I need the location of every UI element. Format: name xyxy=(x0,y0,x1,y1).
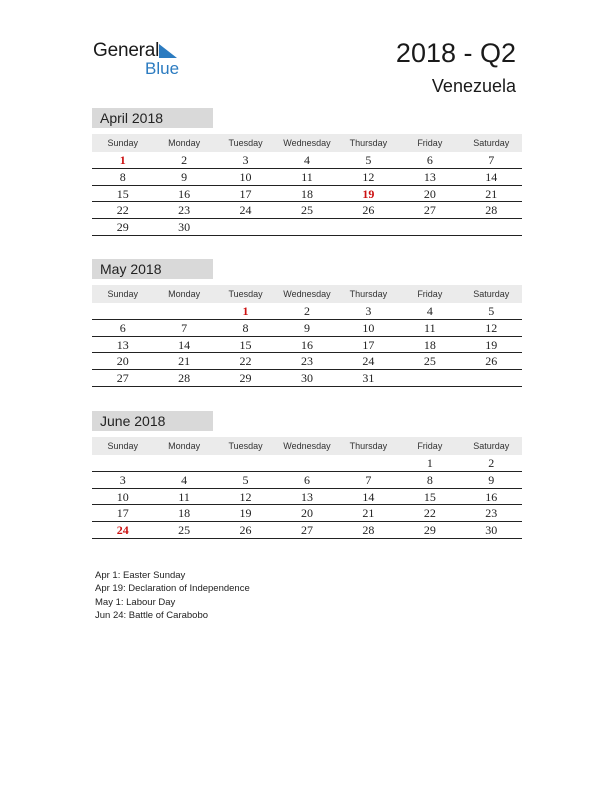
day-cell: 12 xyxy=(239,489,252,504)
day-cell: 17 xyxy=(239,186,252,201)
day-of-week-label: Wednesday xyxy=(283,289,331,299)
day-of-week-label: Sunday xyxy=(107,138,138,148)
month-label: April 2018 xyxy=(92,108,213,128)
day-cell: 25 xyxy=(423,354,436,369)
day-cell: 27 xyxy=(423,203,436,218)
day-cell: 20 xyxy=(423,186,436,201)
day-cell: 22 xyxy=(239,354,252,369)
day-cell xyxy=(153,455,214,471)
day-cell xyxy=(215,455,276,471)
day-cell: 14 xyxy=(485,169,498,184)
day-cell: 6 xyxy=(426,153,433,167)
day-cell: 30 xyxy=(300,371,313,386)
week-row xyxy=(92,337,522,354)
month-block xyxy=(92,259,522,387)
day-of-week-header xyxy=(92,134,522,152)
day-cell: 18 xyxy=(300,186,313,201)
holiday-note: Jun 24: Battle of Carabobo xyxy=(95,610,209,622)
day-cell: 7 xyxy=(488,153,495,167)
day-of-week-label: Friday xyxy=(417,289,443,299)
day-cell: 2 xyxy=(181,153,188,167)
day-of-week-header xyxy=(92,285,522,303)
day-cell: 22 xyxy=(423,506,436,521)
holiday-note: Apr 1: Easter Sunday xyxy=(95,570,186,581)
day-cell: 6 xyxy=(119,320,126,335)
week-row xyxy=(92,219,522,236)
day-cell: 3 xyxy=(119,472,126,487)
day-cell: 9 xyxy=(303,320,310,335)
logo-triangle-icon xyxy=(159,44,177,58)
day-of-week-label: Monday xyxy=(168,441,201,451)
day-cell xyxy=(399,370,460,386)
day-cell: 12 xyxy=(362,169,375,184)
day-cell: 16 xyxy=(485,489,498,504)
month-block xyxy=(92,108,522,236)
day-cell: 15 xyxy=(423,489,436,504)
day-of-week-label: Monday xyxy=(168,138,201,148)
day-of-week-label: Thursday xyxy=(349,441,388,451)
day-cell: 15 xyxy=(116,186,129,201)
day-cell: 7 xyxy=(181,320,188,335)
day-cell: 2 xyxy=(488,456,495,470)
day-cell: 28 xyxy=(485,203,498,218)
day-cell xyxy=(461,219,522,235)
day-of-week-label: Tuesday xyxy=(228,138,263,148)
week-row xyxy=(92,370,522,387)
week-row xyxy=(92,186,522,203)
day-of-week-label: Sunday xyxy=(107,441,138,451)
day-cell: 29 xyxy=(239,371,252,386)
day-cell: 17 xyxy=(362,337,375,352)
logo-text-blue: Blue xyxy=(145,59,180,78)
day-cell: 7 xyxy=(365,472,372,487)
day-cell: 1 xyxy=(426,456,433,470)
day-of-week-label: Saturday xyxy=(473,289,510,299)
day-cell: 24 xyxy=(362,354,375,369)
day-cell: 8 xyxy=(119,169,126,184)
logo-text-general: General xyxy=(93,40,160,61)
day-cell: 25 xyxy=(178,523,191,538)
day-cell: 28 xyxy=(178,371,191,386)
day-cell xyxy=(276,455,337,471)
day-cell: 16 xyxy=(300,337,313,352)
day-cell: 8 xyxy=(242,320,249,335)
day-cell: 2 xyxy=(303,304,310,318)
day-cell: 20 xyxy=(300,506,313,521)
day-cell: 30 xyxy=(178,220,191,235)
day-cell: 14 xyxy=(362,489,375,504)
day-cell: 4 xyxy=(426,304,433,318)
page-title: 2018 - Q2 xyxy=(395,38,516,68)
holiday-note: May 1: Labour Day xyxy=(95,596,176,608)
day-cell: 3 xyxy=(242,153,249,167)
day-cell: 21 xyxy=(362,506,375,521)
day-cell: 5 xyxy=(365,153,372,167)
day-cell: 1 xyxy=(119,153,126,167)
day-of-week-header xyxy=(92,437,522,455)
week-row xyxy=(92,353,522,370)
day-cell: 23 xyxy=(300,354,313,369)
day-cell: 15 xyxy=(239,337,252,352)
month-block xyxy=(92,411,522,539)
day-cell: 16 xyxy=(178,186,191,201)
day-of-week-label: Saturday xyxy=(473,441,510,451)
day-cell: 6 xyxy=(303,472,310,487)
day-cell: 9 xyxy=(181,169,188,184)
day-cell: 11 xyxy=(424,320,436,335)
day-cell: 26 xyxy=(362,203,375,218)
day-cell xyxy=(338,219,399,235)
day-cell: 11 xyxy=(301,169,313,184)
day-cell: 5 xyxy=(488,304,495,318)
day-cell: 14 xyxy=(178,337,191,352)
day-cell: 18 xyxy=(178,506,191,521)
day-of-week-label: Wednesday xyxy=(283,441,331,451)
day-cell: 25 xyxy=(300,203,313,218)
day-cell: 24 xyxy=(116,523,129,538)
week-row xyxy=(92,472,522,489)
day-cell: 4 xyxy=(303,153,310,167)
day-cell: 20 xyxy=(116,354,129,369)
day-cell: 31 xyxy=(362,371,375,386)
week-row xyxy=(92,303,522,320)
day-cell: 23 xyxy=(178,203,191,218)
day-cell: 19 xyxy=(485,337,498,352)
day-cell: 24 xyxy=(239,203,252,218)
day-cell: 10 xyxy=(116,489,129,504)
day-cell xyxy=(92,303,153,319)
day-of-week-label: Friday xyxy=(417,138,443,148)
holiday-notes xyxy=(95,569,250,623)
day-cell: 10 xyxy=(362,320,375,335)
day-cell: 28 xyxy=(362,523,375,538)
week-row xyxy=(92,505,522,522)
day-of-week-label: Saturday xyxy=(473,138,510,148)
week-row xyxy=(92,320,522,337)
day-cell: 19 xyxy=(239,506,252,521)
week-row xyxy=(92,522,522,539)
day-of-week-label: Monday xyxy=(168,289,201,299)
logo xyxy=(93,40,193,80)
day-cell xyxy=(399,219,460,235)
week-row xyxy=(92,169,522,186)
day-cell: 26 xyxy=(239,523,252,538)
day-cell: 27 xyxy=(300,523,313,538)
month-label: June 2018 xyxy=(92,411,213,431)
holiday-note: Apr 19: Declaration of Independence xyxy=(95,583,250,595)
day-cell: 1 xyxy=(242,304,249,318)
day-cell: 3 xyxy=(365,304,372,318)
day-cell: 12 xyxy=(485,320,498,335)
day-cell xyxy=(215,219,276,235)
day-cell: 29 xyxy=(423,523,436,538)
day-of-week-label: Friday xyxy=(417,441,443,451)
day-cell: 17 xyxy=(116,506,129,521)
day-cell xyxy=(153,303,214,319)
day-of-week-label: Wednesday xyxy=(283,138,331,148)
day-cell: 13 xyxy=(423,169,436,184)
day-cell: 21 xyxy=(178,354,191,369)
day-cell: 19 xyxy=(362,186,375,201)
day-cell xyxy=(461,370,522,386)
week-row xyxy=(92,202,522,219)
day-cell: 10 xyxy=(239,169,252,184)
day-cell: 27 xyxy=(116,371,129,386)
country-name: Venezuela xyxy=(431,76,516,96)
day-cell: 26 xyxy=(485,354,498,369)
day-of-week-label: Tuesday xyxy=(228,289,263,299)
day-cell: 13 xyxy=(116,337,129,352)
day-of-week-label: Sunday xyxy=(107,289,138,299)
day-of-week-label: Thursday xyxy=(349,138,388,148)
day-cell: 21 xyxy=(485,186,498,201)
day-cell: 22 xyxy=(116,203,129,218)
day-cell: 9 xyxy=(488,472,495,487)
day-cell xyxy=(92,455,153,471)
week-row xyxy=(92,152,522,169)
day-of-week-label: Thursday xyxy=(349,289,388,299)
day-cell xyxy=(276,219,337,235)
day-cell: 8 xyxy=(426,472,433,487)
day-cell: 18 xyxy=(423,337,436,352)
day-cell: 30 xyxy=(485,523,498,538)
day-cell: 23 xyxy=(485,506,498,521)
week-row xyxy=(92,489,522,506)
day-cell xyxy=(338,455,399,471)
day-cell: 4 xyxy=(181,472,188,487)
day-cell: 29 xyxy=(116,220,129,235)
day-cell: 11 xyxy=(178,489,190,504)
day-cell: 13 xyxy=(300,489,313,504)
month-label: May 2018 xyxy=(92,259,213,279)
week-row xyxy=(92,455,522,472)
day-cell: 5 xyxy=(242,472,249,487)
day-of-week-label: Tuesday xyxy=(228,441,263,451)
